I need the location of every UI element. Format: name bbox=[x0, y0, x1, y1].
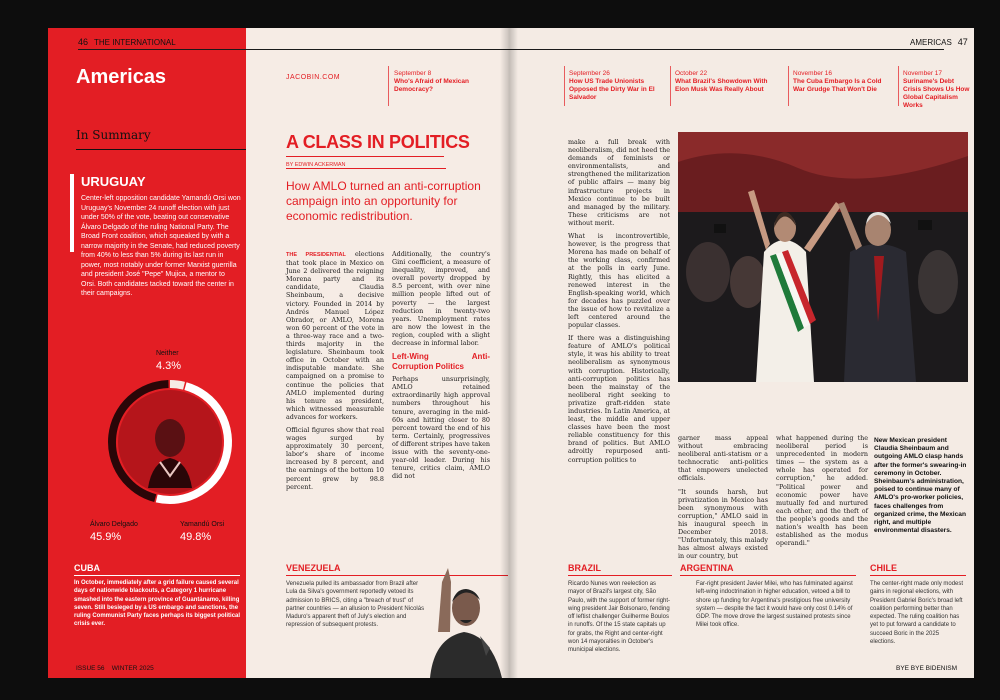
photo-caption: New Mexican president Claudia Sheinbaum and outgoing AMLO clasp hands after the former's swearing-in ceremony in October. Sheinbaum's administration, poised to continue many of AMLO's pro-worker policies, faces challenges from organized crime, the Mexican right, and multiple environmental disasters. bbox=[874, 437, 967, 535]
divider bbox=[76, 149, 246, 150]
left-folio bbox=[78, 37, 176, 47]
teaser-item[interactable] bbox=[394, 70, 490, 94]
paragraph: elections that took place in Mexico on June 2 delivered the reigning Morena party and its candidate, Claudia Sheinbaum, a decisive victory. Founded in 2014 by Andrés Manuel López Obrador, or AMLO, Morena won 60 percent of the vote in a three-way race and a two-thirds majority in the legislature. Sheinbaum took office in October with an indisputable mandate. She campaigned on a promise to continue the policies that AMLO implemented during his tenure as president, which witnessed measurable advances for workers. bbox=[286, 250, 384, 421]
paragraph: what happened during the neoliberal period is unprecedented in modern times — the system as a whole has operated for corruption," he added. "Political power and economic power have mutually fed and nurtured each other, and the theft of the people's goods and the nation's wealth has been established as the modus operandi." bbox=[776, 434, 868, 548]
result-label-orsi: Yamandú Orsi bbox=[180, 521, 225, 528]
paragraph: "It sounds harsh, but privatization in Mexico has been synonymous with corruption," AMLO said in his inaugural speech in December 2018. "Unfortunately, this malady has almost always existed in our country, but bbox=[678, 487, 768, 561]
page-number: 46 bbox=[78, 37, 89, 47]
paragraph: make a full break with neoliberalism, did not heed the demands of feminists or environmentalists, and strengthened the militarization of public affairs — many big infrastructure projects in Mexico continue to be built and managed by the military. These criticisms are not without merit. bbox=[568, 138, 670, 227]
article-title: A CLASS IN POLITICS bbox=[286, 132, 470, 152]
chile-text: The center-right made only modest gains in regional elections, with President Gabriel Boric's broad left coalition performing better than expected. The ruling coalition has yet to put forward a candidate to succeed Boric in the 2025 elections. bbox=[870, 581, 964, 646]
teaser-item[interactable] bbox=[793, 70, 891, 94]
chile-heading: CHILE bbox=[870, 563, 897, 573]
divider bbox=[568, 575, 672, 576]
paragraph: What is incontrovertible, however, is the progress that Morena has made on behalf of the working class, confirmed at the polls in early June. Rightly, this has elicited a renewed interest in the English-speaking world, which for decades has puzzled over the issue of how to revitalize a left centered around the popular classes. bbox=[568, 232, 670, 330]
divider bbox=[680, 575, 856, 576]
maduro-photo bbox=[420, 556, 508, 678]
teaser-date: November 16 bbox=[793, 70, 833, 77]
teaser-title[interactable]: The Cuba Embargo Is a Cold War Grudge That Won't Die bbox=[793, 78, 882, 93]
result-value-delgado: 45.9% bbox=[90, 531, 122, 543]
paragraph: If there was a distinguishing feature of AMLO's political style, it was his ability to treat neoliberalism as synonymous with corruption. Historically, anti-corruption politics has been the mainstay of the neoliberal right seeking to privatize graft-ridden state industries. In Latin America, at least, the middle and upper classes have been the most reliable constituency for this brand of politics. But AMLO adroitly repurposed anti-corruption politics to bbox=[568, 334, 670, 464]
uruguay-text: Center-left opposition candidate Yamandú Orsi won Uruguay's November 24 runoff election with just under 50% of the vote, beating out conservative Álvaro Delgado of the ruling National Party. The Broad Front coalition, which squeaked by with a narrow majority in the Senate, had reduced poverty from 40% to less than 5% during its last run in power, most notably under former Marxist guerrilla and president José "Pepe" Mujica, a mentor to Orsi. Both candidates tacked toward the center in their campaigns. bbox=[81, 195, 241, 297]
teaser-item[interactable] bbox=[903, 70, 971, 110]
photo-figure bbox=[918, 250, 958, 314]
page-number: 47 bbox=[957, 37, 968, 47]
photo-camera bbox=[918, 220, 932, 230]
article-column-2 bbox=[392, 250, 490, 485]
paragraph: garner mass appeal without embracing neoliberal anti-statism or a technocratic anti-politics that empowers unelected officials. bbox=[678, 434, 768, 483]
teaser-date: September 8 bbox=[394, 70, 432, 77]
article-column-3 bbox=[568, 138, 670, 469]
spine-shadow bbox=[500, 28, 518, 678]
uruguay-heading: URUGUAY bbox=[81, 174, 146, 189]
divider bbox=[74, 575, 240, 576]
election-ring-chart bbox=[104, 376, 236, 508]
result-value-orsi: 49.8% bbox=[180, 531, 212, 543]
result-label-neither: Neither bbox=[156, 350, 179, 357]
cuba-heading: CUBA bbox=[74, 563, 100, 573]
photo-raised-hand bbox=[438, 568, 451, 632]
teaser-date: October 22 bbox=[675, 70, 708, 77]
cuba-brief bbox=[48, 556, 246, 678]
article-dek: How AMLO turned an anti-corruption campaign into an opportunity for economic redistribution. bbox=[286, 179, 481, 223]
article-column-5 bbox=[776, 434, 868, 552]
article-column-4 bbox=[678, 434, 768, 565]
argentina-text: Far-right president Javier Milei, who has fulminated against left-wing indoctrination in higher education, vetoed a bill to shore up funding for Argentina's prestigious free university system — despite the fact it would have only cost 0.14% of GDP. The move drove the largest sustained protests since Milei took office. bbox=[696, 581, 853, 629]
brazil-text: Ricardo Nunes won reelection as mayor of Brazil's largest city, São Paulo, with the support of former right-wing president Jair Bolsonaro, fending off leftist challenger Guilherme Boulos in runoffs. Of the 15 state capitals up for grabs, the Right and center-right won 14 mayoralties in October's municipal elections. bbox=[568, 581, 671, 654]
teaser-title[interactable]: How US Trade Unionists Opposed the Dirty War in El Salvador bbox=[569, 78, 655, 101]
title-rule bbox=[286, 156, 444, 157]
right-folio bbox=[910, 37, 968, 47]
teaser-divider bbox=[788, 66, 789, 106]
bottom-briefs bbox=[48, 556, 508, 678]
accent-bar bbox=[70, 174, 74, 252]
teaser-divider bbox=[388, 66, 389, 106]
result-value-neither: 4.3% bbox=[156, 360, 182, 372]
teaser-title[interactable]: What Brazil's Showdown With Elon Musk Was Really About bbox=[675, 78, 768, 93]
sheinbaum-amlo-photo bbox=[678, 132, 968, 382]
right-page bbox=[508, 28, 974, 678]
teaser-divider bbox=[670, 66, 671, 106]
argentina-heading: ARGENTINA bbox=[680, 563, 734, 573]
top-rule bbox=[508, 49, 944, 50]
section-title: Americas bbox=[76, 66, 167, 88]
portrait-head bbox=[155, 419, 185, 457]
article-column-1 bbox=[286, 250, 384, 496]
footer-season: WINTER 2025 bbox=[111, 665, 154, 672]
folio-label: THE INTERNATIONAL bbox=[94, 38, 176, 47]
top-rule bbox=[78, 49, 508, 50]
teaser-date: November 17 bbox=[903, 70, 943, 77]
divider bbox=[286, 168, 446, 169]
photo-camera bbox=[714, 224, 726, 233]
subhead: Left-Wing Anti-Corruption Politics bbox=[392, 352, 490, 371]
left-page bbox=[48, 28, 508, 678]
teaser-title[interactable]: Suriname's Debt Crisis Shows Us How Global Capitalism Works bbox=[903, 78, 970, 109]
lead-in: THE PRESIDENTIAL bbox=[286, 252, 346, 258]
ring-segment-neither bbox=[170, 384, 184, 386]
paragraph: Official figures show that real wages surged by approximately 30 percent, labor's share of income increased by 8 percent, and the earnings of the bottom 10 percent grew by 98.8 percent. bbox=[286, 425, 384, 491]
photo-suit bbox=[430, 632, 502, 678]
brazil-heading: BRAZIL bbox=[568, 563, 601, 573]
photo-scene bbox=[678, 132, 968, 382]
cuba-text: In October, immediately after a grid failure caused several days of nationwide blackouts, a Category 1 hurricane smashed into the eastern province of Guantánamo, killing seven. Still besieged by a US embargo and sanctions, the ruling Communist Party faces perhaps its biggest political crisis ever. bbox=[74, 580, 241, 628]
teaser-item[interactable] bbox=[569, 70, 669, 102]
folio-label: AMERICAS bbox=[910, 38, 952, 47]
paragraph: Perhaps unsurprisingly, AMLO retained extraordinarily high approval numbers throughout his tenure, averaging in the mid-60s and hitting closer to 80 percent toward the end of his term. Certainly, progressives of different stripes have taken issue with the seventy-one-year-old leader. During his tenure, critics claim, AMLO did not bbox=[392, 375, 490, 481]
divider bbox=[870, 575, 966, 576]
venezuela-heading: VENEZUELA bbox=[286, 563, 341, 573]
footer-issue: ISSUE 56 bbox=[76, 665, 105, 672]
venezuela-text: Venezuela pulled its ambassador from Brazil after Lula da Silva's government reportedly vetoed its admission to BRICS, citing a "breach of trust" of partner countries — an allusion to President Nicolás Maduro's apparent theft of July's election and repression of subsequent protests. bbox=[286, 581, 425, 629]
paragraph: Additionally, the country's Gini coefficient, a measure of inequality, improved, and overall poverty dropped by 8.5 percent, with over nine million people lifted out of poverty — the largest reduction in twenty-two years. Unemployment rates are now the lowest in the region, coupled with a slight decrease in informal labor. bbox=[392, 250, 490, 348]
footer-right: BYE BYE BIDENISM bbox=[896, 665, 958, 672]
photo-figure bbox=[730, 256, 766, 308]
result-label-delgado: Álvaro Delgado bbox=[90, 521, 138, 528]
byline: BY EDWIN ACKERMAN bbox=[286, 162, 346, 168]
teaser-divider bbox=[564, 66, 565, 106]
teaser-title[interactable]: Who's Afraid of Mexican Democracy? bbox=[394, 78, 469, 93]
footer-left bbox=[76, 665, 154, 672]
teaser-divider bbox=[898, 66, 899, 106]
photo-figure bbox=[686, 242, 730, 302]
source-label: JACOBIN.COM bbox=[286, 74, 341, 81]
teaser-item[interactable] bbox=[675, 70, 775, 94]
teaser-date: September 26 bbox=[569, 70, 610, 77]
magazine-spread bbox=[48, 28, 974, 678]
summary-heading: In Summary bbox=[76, 128, 151, 142]
